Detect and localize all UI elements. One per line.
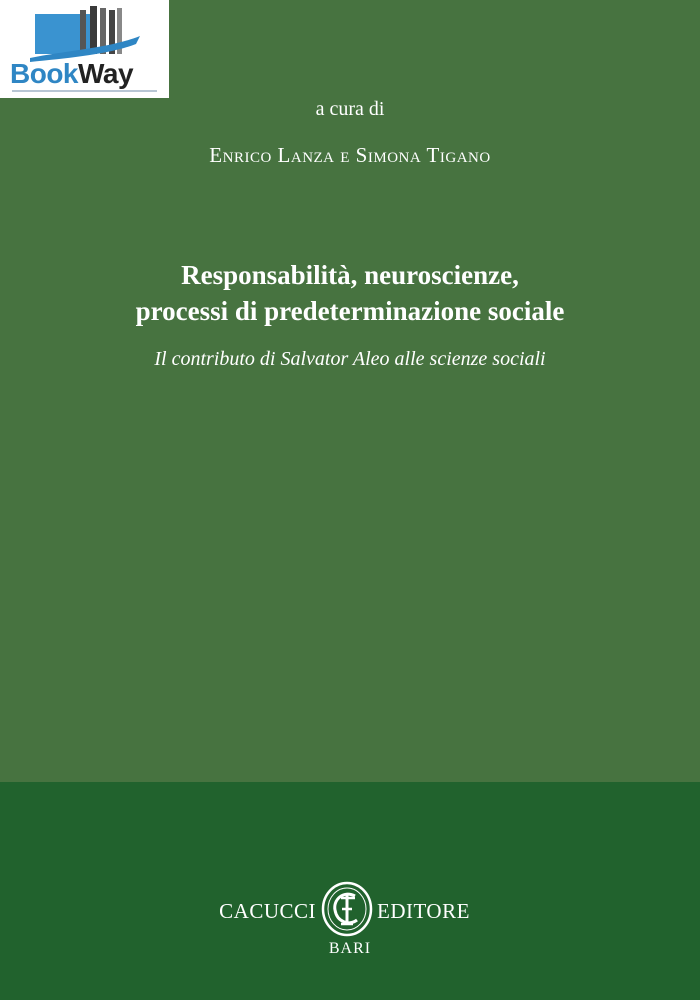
book-title-line-1: Responsabilità, neuroscienze,: [181, 260, 519, 290]
publisher-logo: [0, 880, 700, 940]
publisher-city: BARI: [328, 940, 372, 957]
editors-intro: a cura di: [315, 98, 385, 120]
publisher-name-right: EDITORE: [377, 899, 470, 923]
book-title: [0, 257, 700, 329]
book-title-line-2: processi di predeterminazione sociale: [135, 296, 565, 326]
publisher-monogram-icon: [319, 880, 375, 938]
editors-names: Enrico Lanza e Simona Tigano: [209, 143, 491, 167]
bookway-wordmark: BookWay: [10, 58, 134, 89]
publisher-name-left: CACUCCI: [219, 899, 316, 923]
bookway-logo: [0, 0, 169, 98]
book-subtitle: Il contributo di Salvator Aleo alle scienze sociali: [154, 348, 546, 370]
